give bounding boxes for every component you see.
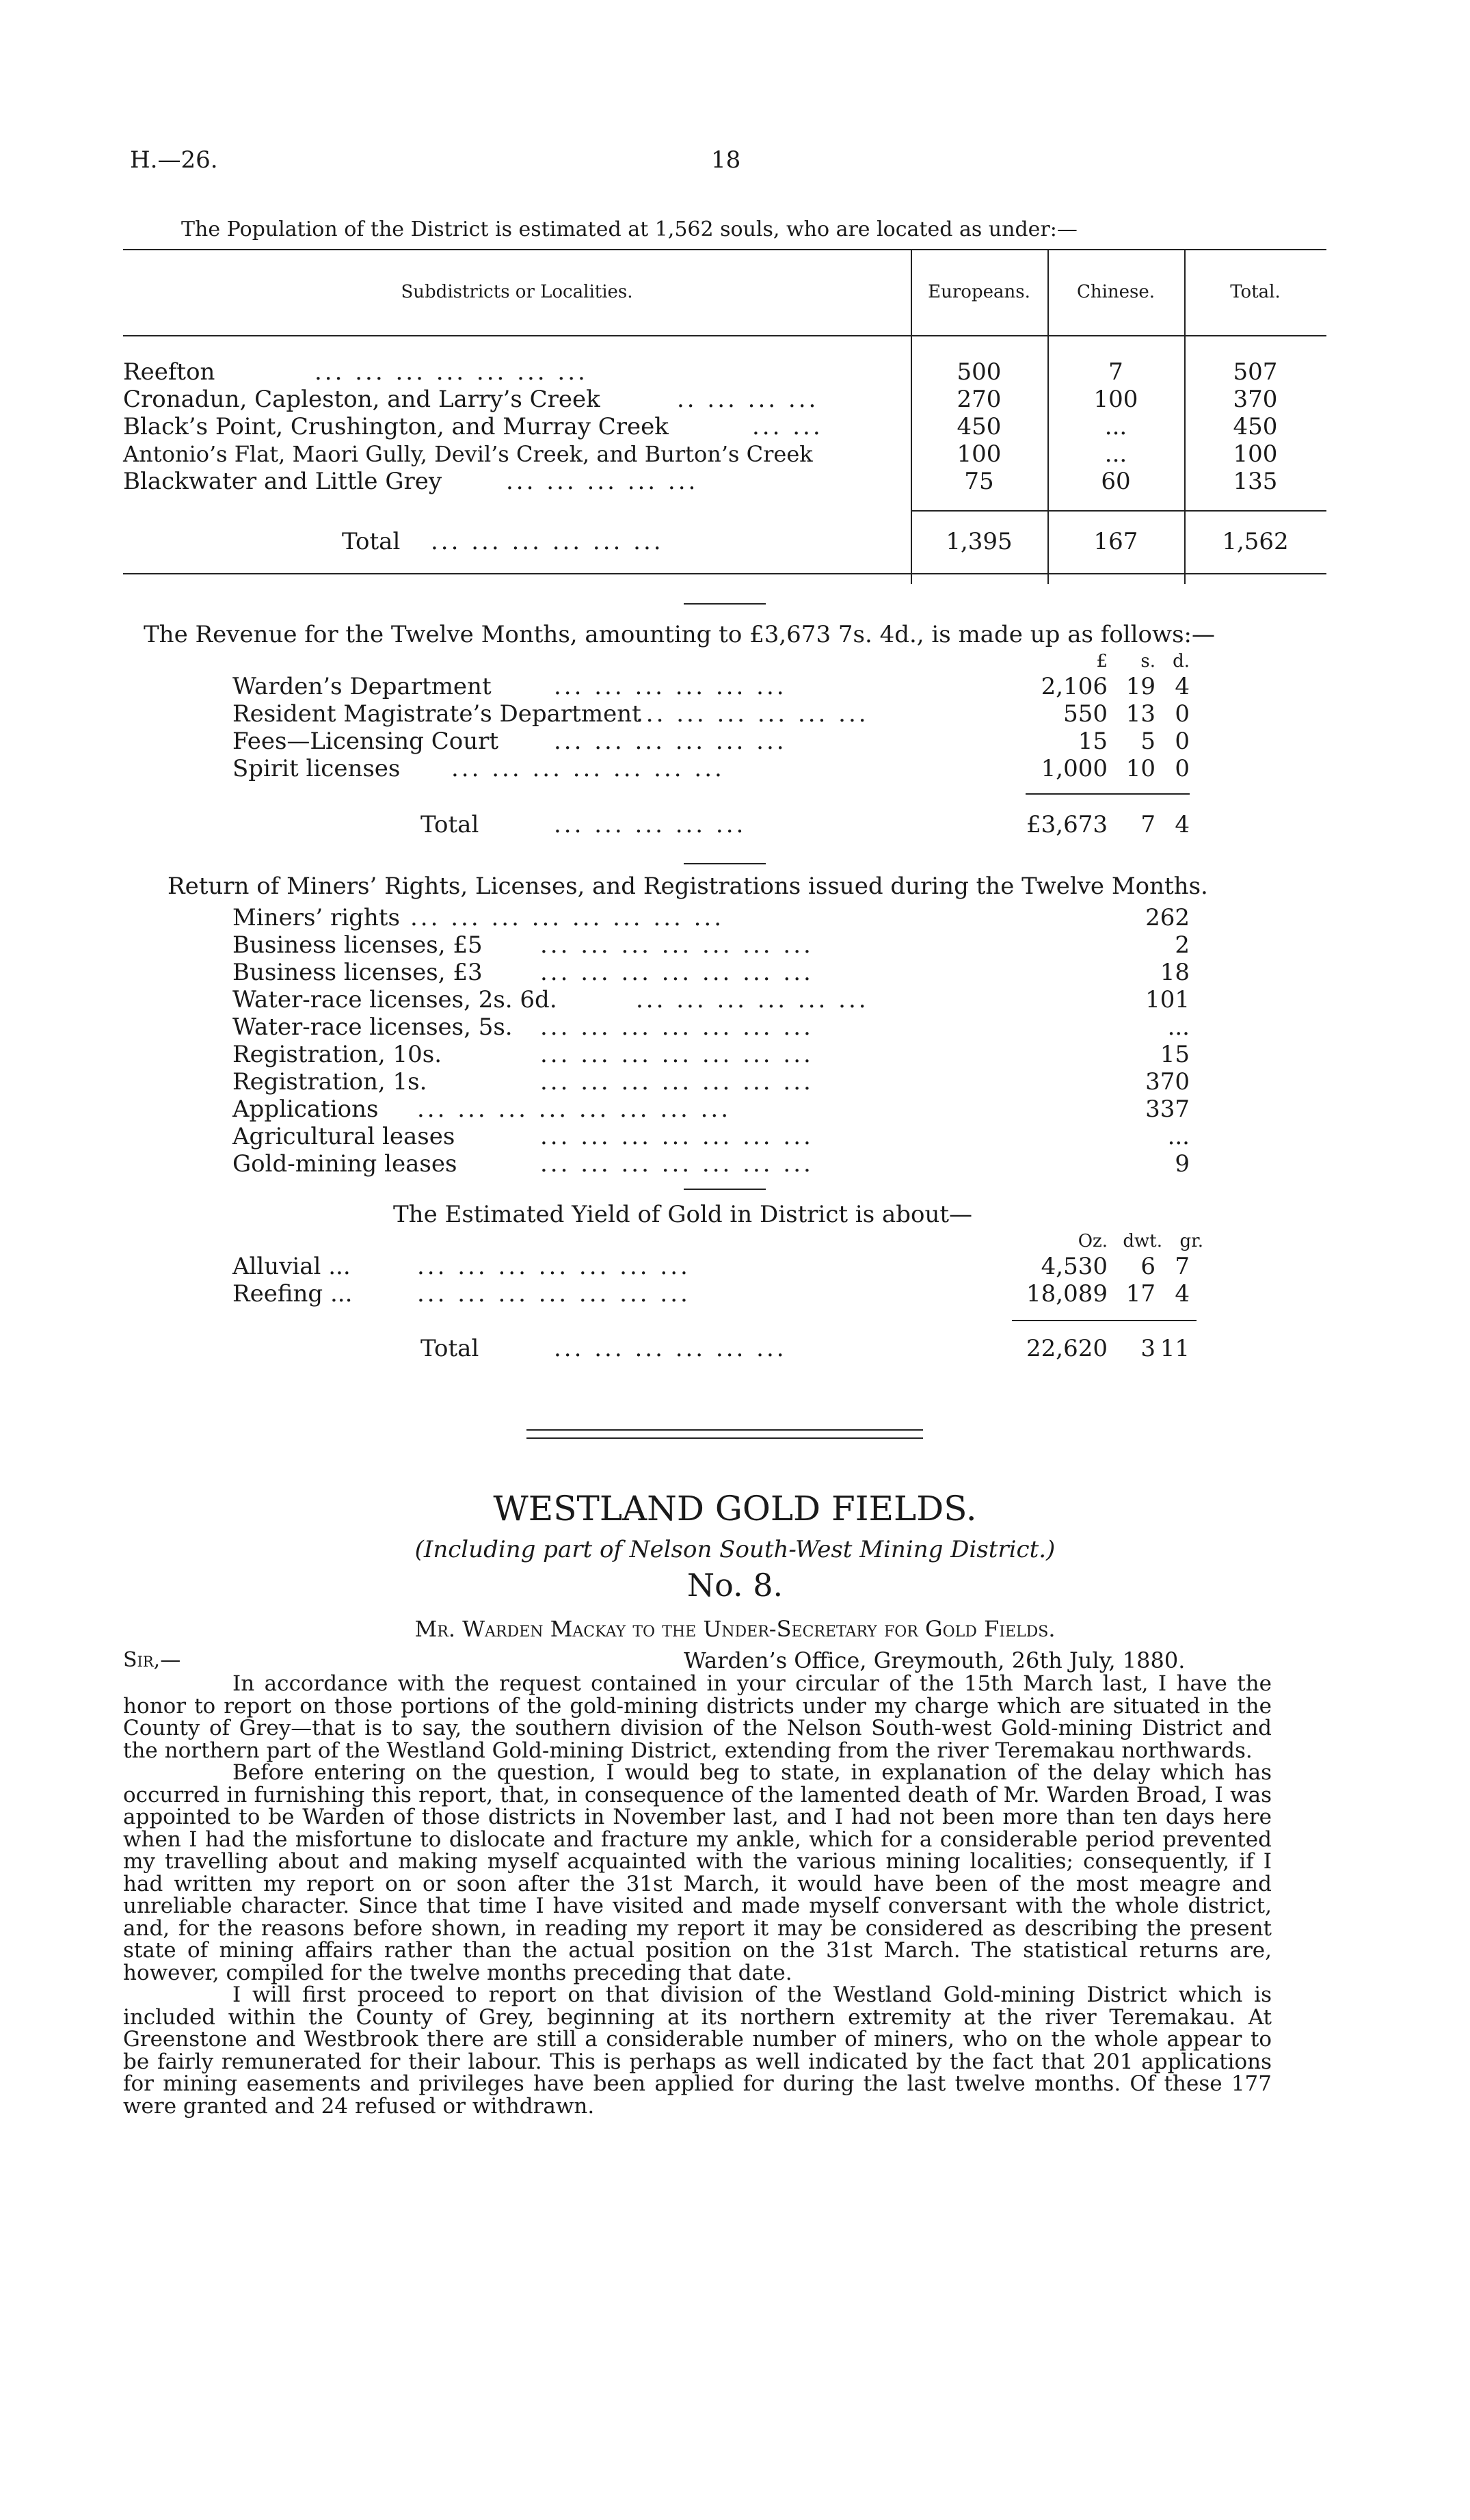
list-item: Applications ... ... ... ... ... ... ... ... 337 bbox=[232, 1096, 1190, 1123]
place-date: Warden’s Office, Greymouth, 26th July, 1880. bbox=[684, 1647, 1186, 1673]
page-number: 18 bbox=[711, 146, 741, 174]
gold-intro: The Estimated Yield of Gold in District is about— bbox=[393, 1201, 973, 1228]
table-row: Cronadun, Capleston, and Larry’s Creek .. ... ... ... 270 100 370 bbox=[123, 386, 1278, 413]
table-row: Reefton ... ... ... ... ... ... ... 500 7 507 bbox=[123, 358, 1278, 386]
divider bbox=[684, 863, 766, 864]
section-divider bbox=[526, 1429, 923, 1431]
list-item: Agricultural leases ... ... ... ... ... ... ... ... bbox=[232, 1123, 1190, 1150]
list-item: Water-race licenses, 2s. 6d. ... ... ... ... ... ... 101 bbox=[232, 986, 1190, 1013]
gold-row: Alluvial ... ... ... ... ... ... ... ... 4,530 6 7 bbox=[232, 1253, 1190, 1280]
body-text bbox=[123, 1673, 1272, 2117]
miners-intro: Return of Miners’ Rights, Licenses, and Registrations issued during the Twelve Months. bbox=[168, 873, 1208, 900]
revenue-row: Resident Magistrate’s Department ... ... ... ... ... ... 550 13 0 bbox=[232, 700, 1190, 728]
revenue-table: £ s. d. Warden’s Department ... ... ... ... ... ... 2,106 19 4 Resident Magistrate’s Department ... ... ... ... ... ... 550 13 0 Fees—Licensing Court ... ... ... ... ... ... 15 5 0 Spirit licenses ... ... ... ... ... ... ... 1,000 10 0 Total ... ... ... ... ... £3,673 7 4 bbox=[232, 650, 1231, 855]
list-item: Water-race licenses, 5s. ... ... ... ... ... ... ... ... bbox=[232, 1013, 1190, 1041]
list-item: Gold-mining leases ... ... ... ... ... ... ... 9 bbox=[232, 1150, 1190, 1178]
divider bbox=[684, 1189, 766, 1190]
section-subtitle: (Including part of Nelson South-West Mining District.) bbox=[414, 1536, 1056, 1563]
section-divider bbox=[526, 1437, 923, 1439]
revenue-row: Warden’s Department ... ... ... ... ... ... 2,106 19 4 bbox=[232, 673, 1190, 700]
salutation: Sir,— bbox=[123, 1648, 181, 1672]
report-number: No. 8. bbox=[686, 1567, 784, 1604]
list-item: Business licenses, £3 ... ... ... ... ... ... ... 18 bbox=[232, 959, 1190, 986]
from-to-line: Mr. Warden Mackay to the Under-Secretary for Gold Fields. bbox=[414, 1616, 1056, 1642]
gold-table: Oz. dwt. gr. Alluvial ... ... ... ... ... ... ... ... 4,530 6 7 Reefing ... ... ... ... ... ... ... ... 18,089 17 4 Total ... ... ... ... ... ... 22,620 3 11 bbox=[232, 1228, 1231, 1379]
header-total: Total. bbox=[1230, 282, 1281, 302]
divider bbox=[684, 603, 766, 605]
paragraph: I will first proceed to report on that division of the Westland Gold-mining District which is included within the County of Grey, beginning at its northern extremity at the river Teremakau. At Greenstone and Westbrook there are still a considerable number of miners, who on the whole appear to be fairly remunerated for their labour. This is perhaps as well indicated by the fact that 201 applications for mining easements and privileges have been applied for during the last twelve months. Of these 177 were granted and 24 refused or withdrawn. bbox=[123, 1982, 1272, 2119]
population-table bbox=[123, 249, 1326, 584]
paragraph: Before entering on the question, I would beg to state, in explanation of the delay which has occurred in furnishing this report, that, in consequence of the lamented death of Mr. Warden Broad, I was appointed to be Warden of those districts in November last, and I had not been more than ten days here when I had the misfortune to dislocate and fracture my ankle, which for a considerable period prevented my travelling about and making myself acquainted with the various mining localities; consequently, if I had written my report on or soon after the 31st March, it would have been of the most meagre and unreliable character. Since that time I have visited and made myself conversant with the whole district, and, for the reasons before shown, in reading my report it may be considered as describing the present state of mining affairs rather than the actual position on the 31st March. The statistical returns are, however, compiled for the twelve months preceding that date. bbox=[123, 1760, 1272, 1985]
header-europeans: Europeans. bbox=[928, 282, 1030, 302]
table-total-row: Total ... ... ... ... ... ... 1,395 167 1,562 bbox=[342, 528, 1289, 555]
header-locality: Subdistricts or Localities. bbox=[401, 282, 633, 302]
document-code: H.—26. bbox=[130, 146, 218, 174]
table-row: Antonio’s Flat, Maori Gully, Devil’s Creek, and Burton’s Creek 100 ... 100 bbox=[123, 440, 1278, 468]
paragraph: In accordance with the request contained in your circular of the 15th March last, I have the honor to report on those portions of the gold-mining districts under my charge which are situated in the County of Grey—that is to say, the southern division of the Nelson South-west Gold-mining District and the northern part of the Westland Gold-mining District, extending from the river Teremakau northwards. bbox=[123, 1671, 1272, 1763]
population-intro: The Population of the District is estimated at 1,562 souls, who are located as under:— bbox=[181, 217, 1078, 241]
revenue-row: Spirit licenses ... ... ... ... ... ... ... 1,000 10 0 bbox=[232, 755, 1190, 782]
list-item: Miners’ rights ... ... ... ... ... ... ... ... 262 bbox=[232, 904, 1190, 931]
section-title: WESTLAND GOLD FIELDS. bbox=[493, 1489, 977, 1528]
list-item: Business licenses, £5 ... ... ... ... ... ... ... 2 bbox=[232, 931, 1190, 959]
revenue-intro: The Revenue for the Twelve Months, amounting to £3,673 7s. 4d., is made up as follows:— bbox=[144, 621, 1216, 648]
revenue-row: Fees—Licensing Court ... ... ... ... ... ... 15 5 0 bbox=[232, 728, 1190, 755]
list-item: Registration, 10s. ... ... ... ... ... ... ... 15 bbox=[232, 1041, 1190, 1068]
list-item: Registration, 1s. ... ... ... ... ... ... ... 370 bbox=[232, 1068, 1190, 1096]
header-chinese: Chinese. bbox=[1076, 282, 1155, 302]
table-row: Black’s Point, Crushington, and Murray Creek ... ... 450 ... 450 bbox=[123, 413, 1278, 440]
miners-table bbox=[232, 904, 1231, 1191]
gold-total-row: Total ... ... ... ... ... ... 22,620 3 11 bbox=[420, 1335, 1190, 1362]
revenue-total-row: Total ... ... ... ... ... £3,673 7 4 bbox=[420, 811, 1190, 838]
table-row: Blackwater and Little Grey ... ... ... ... ... 75 60 135 bbox=[123, 468, 1278, 495]
gold-row: Reefing ... ... ... ... ... ... ... ... 18,089 17 4 bbox=[232, 1280, 1190, 1308]
